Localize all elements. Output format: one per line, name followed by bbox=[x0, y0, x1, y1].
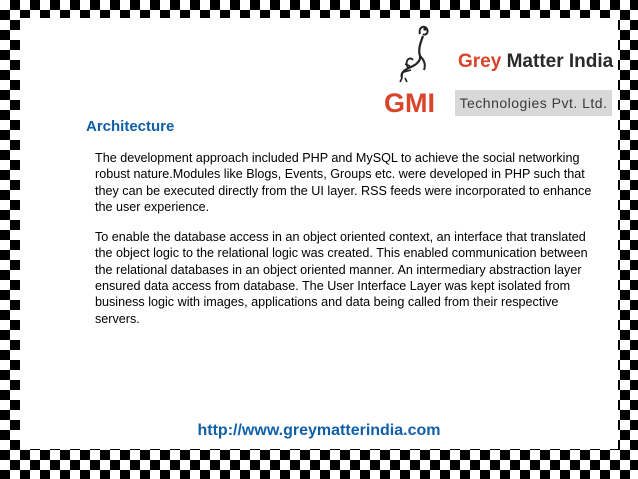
gmi-logo-text: GMI bbox=[384, 88, 435, 115]
body-text bbox=[95, 150, 595, 341]
brand-name bbox=[458, 51, 613, 73]
company-logo bbox=[380, 20, 612, 118]
paragraph-development-approach: The development approach included PHP and MySQL to achieve the social networking robust nature.Modules like Blogs, Events, Groups etc. were developed in PHP such that they can be executed directly from the UI layer. RSS feeds were incorporated to enhance the user experience. bbox=[95, 151, 592, 214]
gmi-mascot-logo-icon bbox=[380, 20, 442, 115]
brand-tagline: Technologies Pvt. Ltd. bbox=[455, 90, 612, 116]
paragraph-database-access: To enable the database access in an object oriented context, an interface that translated the object logic to the relational logic was created. This enabled communication between the relational databases in an object oriented manner. An intermediary abstraction layer ensured data access from database. The User Interface Layer was kept isolated from business logic with images, applications and data being called from their respective servers. bbox=[95, 230, 588, 326]
section-heading: Architecture bbox=[86, 118, 175, 135]
website-link[interactable]: http://www.greymatterindia.com bbox=[197, 422, 441, 439]
brand-name-grey: Grey bbox=[458, 51, 502, 72]
brand-name-rest: Matter India bbox=[501, 51, 614, 72]
